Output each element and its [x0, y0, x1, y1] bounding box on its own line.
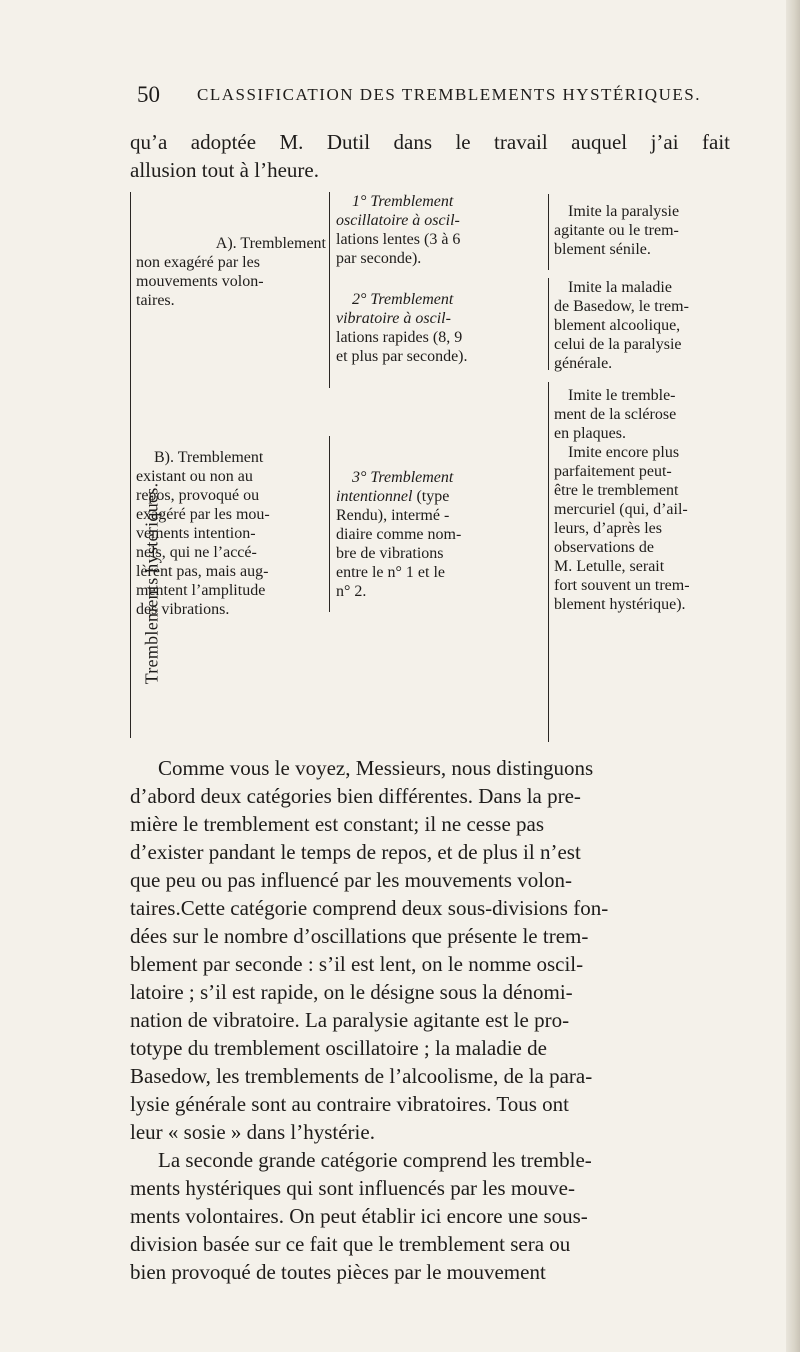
classification-table	[120, 186, 730, 748]
body-line: mière le tremblement est constant; il ne cesse pas	[130, 812, 545, 836]
type-1-title: 1° Tremblement	[352, 193, 454, 210]
page-number: 50	[137, 82, 160, 107]
imitates-1-line: blement sénile.	[554, 241, 651, 258]
type-3-line: n° 2.	[336, 583, 367, 600]
imitates-3-line: blement hystérique).	[554, 596, 686, 613]
imitates-3-line: Imite le tremble-	[568, 387, 676, 404]
bracket-rule	[130, 192, 131, 738]
intro-line: allusion tout à l’heure.	[130, 158, 319, 182]
body-line: que peu ou pas influencé par les mouvements volon-	[130, 868, 573, 892]
type-3-line: Rendu), intermé -	[336, 507, 450, 524]
body-line: d’abord deux catégories bien différentes. Dans la pre-	[130, 784, 581, 808]
group-a-line: non exagéré par les	[136, 254, 260, 271]
page-edge	[786, 0, 800, 1352]
group-b-line: existant ou non au	[136, 468, 253, 485]
group-a-line: mouvements volon-	[136, 273, 264, 290]
group-a	[136, 234, 326, 310]
imitates-3-line: en plaques.	[554, 425, 626, 442]
body-line: lysie générale sont au contraire vibratoires. Tous ont	[130, 1092, 570, 1116]
group-b-line: lèrent pas, mais aug-	[136, 563, 269, 580]
bracket-rule	[548, 278, 549, 370]
group-a-line: A). Tremblement	[215, 235, 326, 252]
body-line: nation de vibratoire. La paralysie agitante est le pro-	[130, 1008, 570, 1032]
imitates-3-line: être le tremblement	[554, 482, 679, 499]
group-b-line: des vibrations.	[136, 601, 230, 618]
imitates-3-line: fort souvent un trem-	[554, 577, 690, 594]
type-2	[336, 290, 544, 366]
imitates-3-line: parfaitement peut-	[554, 463, 672, 480]
body-line: taires.Cette catégorie comprend deux sous-divisions fon-	[130, 896, 609, 920]
group-b-line: vements intention-	[136, 525, 256, 542]
group-b-line: exagéré par les mou-	[136, 506, 270, 523]
imitates-3-line: M. Letulle, serait	[554, 558, 665, 575]
type-2-line: lations rapides (8, 9	[336, 329, 463, 346]
imitates-1	[554, 202, 730, 259]
type-1-line: par seconde).	[336, 250, 422, 267]
group-b-line: B). Tremblement	[154, 449, 264, 466]
bracket-rule	[329, 192, 330, 388]
type-2-title: vibratoire à oscil-	[336, 310, 451, 327]
bracket-rule	[548, 382, 549, 742]
type-1	[336, 192, 544, 268]
body-line: d’exister pandant le temps de repos, et de plus il n’est	[130, 840, 581, 864]
body-text	[130, 754, 730, 1286]
body-line: ments hystériques qui sont influencés par les mouve-	[130, 1176, 575, 1200]
type-3-line: bre de vibrations	[336, 545, 444, 562]
imitates-3	[554, 386, 730, 614]
group-b	[136, 448, 326, 619]
imitates-2	[554, 278, 730, 373]
body-line: La seconde grande catégorie comprend les tremble-	[158, 1148, 592, 1172]
imitates-2-line: celui de la paralysie	[554, 336, 682, 353]
body-line: division basée sur ce fait que le tremblement sera ou	[130, 1232, 571, 1256]
type-1-line: lations lentes (3 à 6	[336, 231, 461, 248]
imitates-1-line: Imite la paralysie	[568, 203, 680, 220]
imitates-2-line: Imite la maladie	[568, 279, 672, 296]
side-label: Tremblements hystériques.	[141, 482, 162, 685]
type-3-line: (type	[416, 488, 450, 505]
imitates-2-line: générale.	[554, 355, 613, 372]
type-3-line: entre le n° 1 et le	[336, 564, 446, 581]
type-1-title: oscillatoire à oscil-	[336, 212, 460, 229]
body-line: latoire ; s’il est rapide, on le désigne sous la dénomi-	[130, 980, 573, 1004]
body-line: blement par seconde : s’il est lent, on le nomme oscil-	[130, 952, 584, 976]
imitates-3-line: leurs, d’après les	[554, 520, 662, 537]
imitates-2-line: de Basedow, le trem-	[554, 298, 689, 315]
running-title: CLASSIFICATION DES TREMBLEMENTS HYSTÉRIQUES.	[197, 85, 701, 104]
body-line: totype du tremblement oscillatoire ; la maladie de	[130, 1036, 547, 1060]
body-line: Basedow, les tremblements de l’alcoolisme, de la para-	[130, 1064, 593, 1088]
type-3-line: diaire comme nom-	[336, 526, 462, 543]
imitates-3-line: ment de la sclérose	[554, 406, 677, 423]
imitates-1-line: agitante ou le trem-	[554, 222, 679, 239]
imitates-3-line: mercuriel (qui, d’ail-	[554, 501, 688, 518]
intro-paragraph	[130, 128, 730, 184]
body-line: Comme vous le voyez, Messieurs, nous distinguons	[158, 756, 594, 780]
type-3-italic: intentionnel	[336, 488, 413, 505]
body-line: ments volontaires. On peut établir ici encore une sous-	[130, 1204, 588, 1228]
imitates-3-line: Imite encore plus	[568, 444, 680, 461]
group-b-line: mentent l’amplitude	[136, 582, 266, 599]
page-header	[137, 82, 705, 108]
intro-line: qu’a adoptée M. Dutil dans le travail auquel j’ai fait	[130, 130, 730, 154]
body-line: leur « sosie » dans l’hystérie.	[130, 1120, 375, 1144]
type-3-title: 3° Tremblement	[352, 469, 454, 486]
type-3	[336, 468, 544, 601]
bracket-rule	[329, 436, 330, 612]
group-b-line: nels, qui ne l’accé-	[136, 544, 257, 561]
imitates-3-line: observations de	[554, 539, 654, 556]
body-line: dées sur le nombre d’oscillations que présente le trem-	[130, 924, 589, 948]
group-a-line: taires.	[136, 292, 175, 309]
type-2-line: et plus par seconde).	[336, 348, 468, 365]
type-2-title: 2° Tremblement	[352, 291, 454, 308]
group-b-line: repos, provoqué ou	[136, 487, 260, 504]
bracket-rule	[548, 194, 549, 270]
imitates-2-line: blement alcoolique,	[554, 317, 681, 334]
body-line: bien provoqué de toutes pièces par le mouvement	[130, 1260, 546, 1284]
